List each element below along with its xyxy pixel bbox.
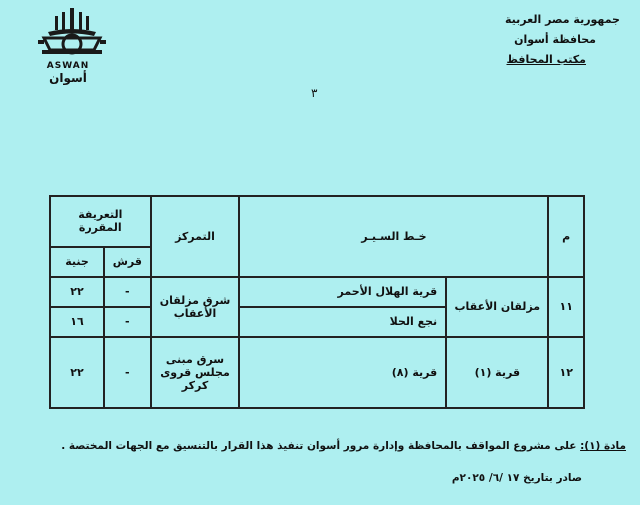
- header-index: م: [548, 196, 584, 277]
- row-route: قرية الهلال الأحمر: [239, 277, 446, 307]
- letterhead-country: جمهورية مصر العربية: [505, 13, 620, 26]
- row-gineh: ١٦: [50, 307, 104, 337]
- header-tariff: التعريفة المقررة: [50, 196, 151, 247]
- row-index: ١١: [548, 277, 584, 337]
- logo-latin-text: ASWAN: [46, 61, 90, 71]
- header-gineh: جنية: [50, 247, 104, 277]
- row-qirsh: -: [104, 277, 151, 307]
- table-header-row: [50, 196, 584, 247]
- row-gineh: ٢٢: [50, 277, 104, 307]
- header-qirsh: قرش: [104, 247, 151, 277]
- issue-date: صادر بتاريخ ١٧ /٦/ ٢٠٢٥م: [451, 472, 582, 484]
- letterhead-office: مكتب المحافظ: [506, 53, 586, 66]
- emblem-icon: [30, 6, 114, 66]
- row-index: ١٢: [548, 337, 584, 408]
- table-row: [50, 277, 584, 307]
- row-qirsh: -: [104, 307, 151, 337]
- letterhead-governorate: محافظة أسوان: [514, 33, 596, 46]
- header-center: التمركز: [151, 196, 240, 277]
- row-center: سرق مبنى مجلس قروى كركر: [151, 337, 240, 408]
- row-gineh: ٢٢: [50, 337, 104, 408]
- decree-footer: [6, 440, 626, 484]
- row-line: قرية (١): [446, 337, 548, 408]
- row-route: قرية (٨): [239, 337, 446, 408]
- article-paragraph: [6, 440, 626, 452]
- row-center: شرق مزلقان الأعقاب: [151, 277, 240, 337]
- row-line: مزلقان الأعقاب: [446, 277, 548, 337]
- page-number: ٣: [311, 86, 318, 100]
- logo-arabic-text: أسوان: [49, 71, 87, 85]
- row-qirsh: -: [104, 337, 151, 408]
- tariff-table: [49, 195, 585, 409]
- article-label: مادة (١):: [580, 440, 626, 452]
- table-row: [50, 337, 584, 408]
- letterhead: [420, 10, 620, 70]
- row-route: نجع الحلا: [239, 307, 446, 337]
- header-route: خـط السـيـر: [239, 196, 548, 277]
- article-text: على مشروع المواقف بالمحافظة وإدارة مرور أسوان تنفيذ هذا القرار بالتنسيق مع الجهات المختصة .: [61, 440, 577, 452]
